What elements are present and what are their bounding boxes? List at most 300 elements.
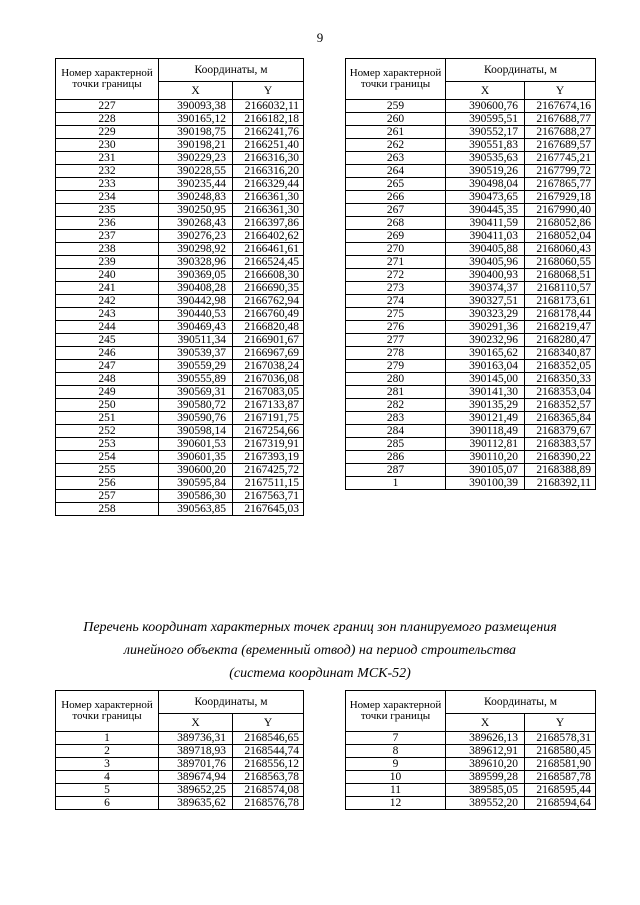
x-coordinate-cell: 390535,63	[446, 152, 525, 165]
table-row	[346, 438, 596, 451]
x-coordinate-cell: 390590,76	[159, 412, 233, 425]
point-number-cell: 8	[346, 745, 446, 758]
x-coordinate-cell: 390165,62	[446, 347, 525, 360]
x-coordinate-cell: 390110,20	[446, 451, 525, 464]
x-coordinate-cell: 390580,72	[159, 399, 233, 412]
y-coordinate-cell: 2167865,77	[525, 178, 596, 191]
y-coordinate-cell: 2168581,90	[525, 758, 596, 771]
point-number-cell: 3	[56, 758, 159, 771]
x-coordinate-cell: 390145,00	[446, 373, 525, 386]
table-row	[56, 126, 304, 139]
table-row	[56, 282, 304, 295]
table-row	[346, 451, 596, 464]
point-number-cell: 262	[346, 139, 446, 152]
point-number-cell: 264	[346, 165, 446, 178]
table-row	[346, 256, 596, 269]
table-row	[56, 217, 304, 230]
point-number-cell: 249	[56, 386, 159, 399]
table-row	[56, 451, 304, 464]
y-coordinate-cell: 2166901,67	[233, 334, 304, 347]
table-row	[346, 425, 596, 438]
table-row	[346, 373, 596, 386]
header-y: Y	[233, 714, 304, 732]
y-coordinate-cell: 2167799,72	[525, 165, 596, 178]
point-number-cell: 259	[346, 100, 446, 113]
y-coordinate-cell: 2168388,89	[525, 464, 596, 477]
y-coordinate-cell: 2167688,77	[525, 113, 596, 126]
x-coordinate-cell: 390232,96	[446, 334, 525, 347]
y-coordinate-cell: 2168052,86	[525, 217, 596, 230]
x-coordinate-cell: 390374,37	[446, 282, 525, 295]
header-point-number: Номер характерной точки границы	[346, 59, 446, 100]
point-number-cell: 265	[346, 178, 446, 191]
table-row	[56, 191, 304, 204]
y-coordinate-cell: 2166760,49	[233, 308, 304, 321]
x-coordinate-cell: 390228,55	[159, 165, 233, 178]
y-coordinate-cell: 2167254,66	[233, 425, 304, 438]
x-coordinate-cell: 390093,38	[159, 100, 233, 113]
x-coordinate-cell: 390511,34	[159, 334, 233, 347]
y-coordinate-cell: 2167563,71	[233, 490, 304, 503]
point-number-cell: 281	[346, 386, 446, 399]
table-row	[56, 758, 304, 771]
point-number-cell: 2	[56, 745, 159, 758]
point-number-cell: 251	[56, 412, 159, 425]
table-row	[346, 360, 596, 373]
x-coordinate-cell: 389626,13	[446, 732, 525, 745]
y-coordinate-cell: 2167511,15	[233, 477, 304, 490]
point-number-cell: 260	[346, 113, 446, 126]
y-coordinate-cell: 2166251,40	[233, 139, 304, 152]
y-coordinate-cell: 2166608,30	[233, 269, 304, 282]
y-coordinate-cell: 2167038,24	[233, 360, 304, 373]
table-row	[56, 230, 304, 243]
table-row	[56, 347, 304, 360]
y-coordinate-cell: 2168340,87	[525, 347, 596, 360]
x-coordinate-cell: 390235,44	[159, 178, 233, 191]
x-coordinate-cell: 390442,98	[159, 295, 233, 308]
x-coordinate-cell: 390400,93	[446, 269, 525, 282]
y-coordinate-cell: 2166361,30	[233, 191, 304, 204]
point-number-cell: 254	[56, 451, 159, 464]
x-coordinate-cell: 390327,51	[446, 295, 525, 308]
point-number-cell: 270	[346, 243, 446, 256]
y-coordinate-cell: 2168352,57	[525, 399, 596, 412]
point-number-cell: 266	[346, 191, 446, 204]
header-x: X	[446, 82, 525, 100]
table-row	[346, 230, 596, 243]
point-number-cell: 252	[56, 425, 159, 438]
point-number-cell: 11	[346, 784, 446, 797]
x-coordinate-cell: 390601,35	[159, 451, 233, 464]
header-point-number: Номер характерной точки границы	[56, 59, 159, 100]
y-coordinate-cell: 2166329,44	[233, 178, 304, 191]
x-coordinate-cell: 390539,37	[159, 347, 233, 360]
point-number-cell: 277	[346, 334, 446, 347]
table-row	[56, 139, 304, 152]
point-number-cell: 282	[346, 399, 446, 412]
point-number-cell: 234	[56, 191, 159, 204]
point-number-cell: 231	[56, 152, 159, 165]
x-coordinate-cell: 390445,35	[446, 204, 525, 217]
x-coordinate-cell: 390569,31	[159, 386, 233, 399]
x-coordinate-cell: 390163,04	[446, 360, 525, 373]
point-number-cell: 233	[56, 178, 159, 191]
table-row	[346, 152, 596, 165]
point-number-cell: 5	[56, 784, 159, 797]
y-coordinate-cell: 2168353,04	[525, 386, 596, 399]
point-number-cell: 258	[56, 503, 159, 516]
point-number-cell: 283	[346, 412, 446, 425]
coordinates-table-3	[55, 690, 304, 810]
point-number-cell: 232	[56, 165, 159, 178]
point-number-cell: 240	[56, 269, 159, 282]
table-row	[56, 732, 304, 745]
point-number-cell: 250	[56, 399, 159, 412]
coordinates-table-1	[55, 58, 304, 516]
table-row	[56, 464, 304, 477]
point-number-cell: 269	[346, 230, 446, 243]
table-row	[346, 771, 596, 784]
point-number-cell: 238	[56, 243, 159, 256]
header-coordinates: Координаты, м	[446, 59, 596, 82]
point-number-cell: 237	[56, 230, 159, 243]
x-coordinate-cell: 389718,93	[159, 745, 233, 758]
x-coordinate-cell: 390408,28	[159, 282, 233, 295]
x-coordinate-cell: 390141,30	[446, 386, 525, 399]
y-coordinate-cell: 2168173,61	[525, 295, 596, 308]
x-coordinate-cell: 389610,20	[446, 758, 525, 771]
table-row	[56, 745, 304, 758]
point-number-cell: 9	[346, 758, 446, 771]
table-row	[346, 732, 596, 745]
x-coordinate-cell: 390328,96	[159, 256, 233, 269]
y-coordinate-cell: 2167425,72	[233, 464, 304, 477]
table-row	[56, 308, 304, 321]
y-coordinate-cell: 2166461,61	[233, 243, 304, 256]
table-row	[56, 412, 304, 425]
x-coordinate-cell: 390405,96	[446, 256, 525, 269]
y-coordinate-cell: 2166032,11	[233, 100, 304, 113]
y-coordinate-cell: 2167674,16	[525, 100, 596, 113]
table-row	[346, 321, 596, 334]
table-row	[56, 100, 304, 113]
x-coordinate-cell: 390601,53	[159, 438, 233, 451]
y-coordinate-cell: 2168110,57	[525, 282, 596, 295]
x-coordinate-cell: 390498,04	[446, 178, 525, 191]
table-row	[346, 308, 596, 321]
y-coordinate-cell: 2168580,45	[525, 745, 596, 758]
x-coordinate-cell: 390595,51	[446, 113, 525, 126]
table-row	[346, 399, 596, 412]
table-row	[56, 386, 304, 399]
caption-line-1: Перечень координат характерных точек границ зон планируемого размещения	[83, 620, 557, 635]
y-coordinate-cell: 2168390,22	[525, 451, 596, 464]
table-row	[56, 152, 304, 165]
point-number-cell: 256	[56, 477, 159, 490]
table-row	[56, 373, 304, 386]
x-coordinate-cell: 390121,49	[446, 412, 525, 425]
x-coordinate-cell: 390268,43	[159, 217, 233, 230]
point-number-cell: 253	[56, 438, 159, 451]
y-coordinate-cell: 2166316,30	[233, 152, 304, 165]
point-number-cell: 261	[346, 126, 446, 139]
table-row	[346, 217, 596, 230]
y-coordinate-cell: 2167036,08	[233, 373, 304, 386]
point-number-cell: 267	[346, 204, 446, 217]
point-number-cell: 279	[346, 360, 446, 373]
y-coordinate-cell: 2167745,21	[525, 152, 596, 165]
y-coordinate-cell: 2166361,30	[233, 204, 304, 217]
y-coordinate-cell: 2168595,44	[525, 784, 596, 797]
point-number-cell: 257	[56, 490, 159, 503]
table-row	[346, 758, 596, 771]
y-coordinate-cell: 2168178,44	[525, 308, 596, 321]
x-coordinate-cell: 389736,31	[159, 732, 233, 745]
table-row	[56, 784, 304, 797]
point-number-cell: 268	[346, 217, 446, 230]
y-coordinate-cell: 2168352,05	[525, 360, 596, 373]
x-coordinate-cell: 390112,81	[446, 438, 525, 451]
x-coordinate-cell: 390411,59	[446, 217, 525, 230]
point-number-cell: 1	[346, 477, 446, 490]
x-coordinate-cell: 390198,21	[159, 139, 233, 152]
table-row	[346, 113, 596, 126]
table-row	[56, 295, 304, 308]
x-coordinate-cell: 390469,43	[159, 321, 233, 334]
point-number-cell: 274	[346, 295, 446, 308]
y-coordinate-cell: 2167319,91	[233, 438, 304, 451]
table-row	[346, 412, 596, 425]
table-row	[56, 256, 304, 269]
table-row	[346, 126, 596, 139]
x-coordinate-cell: 390595,84	[159, 477, 233, 490]
x-coordinate-cell: 390135,29	[446, 399, 525, 412]
x-coordinate-cell: 390555,89	[159, 373, 233, 386]
caption-line-3: (система координат МСК-52)	[229, 666, 411, 681]
x-coordinate-cell: 390598,14	[159, 425, 233, 438]
table-row	[346, 269, 596, 282]
point-number-cell: 247	[56, 360, 159, 373]
point-number-cell: 6	[56, 797, 159, 810]
point-number-cell: 4	[56, 771, 159, 784]
y-coordinate-cell: 2168587,78	[525, 771, 596, 784]
y-coordinate-cell: 2166524,45	[233, 256, 304, 269]
y-coordinate-cell: 2168383,57	[525, 438, 596, 451]
y-coordinate-cell: 2167133,87	[233, 399, 304, 412]
x-coordinate-cell: 390473,65	[446, 191, 525, 204]
x-coordinate-cell: 389701,76	[159, 758, 233, 771]
x-coordinate-cell: 389652,25	[159, 784, 233, 797]
header-coordinates: Координаты, м	[159, 691, 304, 714]
x-coordinate-cell: 390118,49	[446, 425, 525, 438]
x-coordinate-cell: 390405,88	[446, 243, 525, 256]
table-row	[56, 204, 304, 217]
header-point-number: Номер характерной точки границы	[346, 691, 446, 732]
y-coordinate-cell: 2167645,03	[233, 503, 304, 516]
point-number-cell: 1	[56, 732, 159, 745]
y-coordinate-cell: 2168576,78	[233, 797, 304, 810]
y-coordinate-cell: 2166241,76	[233, 126, 304, 139]
header-y: Y	[525, 82, 596, 100]
y-coordinate-cell: 2168365,84	[525, 412, 596, 425]
point-number-cell: 7	[346, 732, 446, 745]
y-coordinate-cell: 2167191,75	[233, 412, 304, 425]
y-coordinate-cell: 2166182,18	[233, 113, 304, 126]
x-coordinate-cell: 390563,85	[159, 503, 233, 516]
x-coordinate-cell: 390248,83	[159, 191, 233, 204]
point-number-cell: 278	[346, 347, 446, 360]
y-coordinate-cell: 2166397,86	[233, 217, 304, 230]
table-row	[346, 464, 596, 477]
coordinates-table-2	[345, 58, 596, 490]
point-number-cell: 244	[56, 321, 159, 334]
table-row	[346, 477, 596, 490]
table-row	[346, 347, 596, 360]
point-number-cell: 243	[56, 308, 159, 321]
x-coordinate-cell: 389599,28	[446, 771, 525, 784]
y-coordinate-cell: 2166762,94	[233, 295, 304, 308]
x-coordinate-cell: 390586,30	[159, 490, 233, 503]
header-x: X	[159, 714, 233, 732]
x-coordinate-cell: 390229,23	[159, 152, 233, 165]
y-coordinate-cell: 2168219,47	[525, 321, 596, 334]
x-coordinate-cell: 389585,05	[446, 784, 525, 797]
page-number: 9	[316, 30, 324, 45]
point-number-cell: 272	[346, 269, 446, 282]
point-number-cell: 235	[56, 204, 159, 217]
header-y: Y	[233, 82, 304, 100]
y-coordinate-cell: 2168574,08	[233, 784, 304, 797]
y-coordinate-cell: 2168546,65	[233, 732, 304, 745]
x-coordinate-cell: 390165,12	[159, 113, 233, 126]
table-row	[56, 243, 304, 256]
x-coordinate-cell: 390323,29	[446, 308, 525, 321]
x-coordinate-cell: 390559,29	[159, 360, 233, 373]
y-coordinate-cell: 2168060,43	[525, 243, 596, 256]
point-number-cell: 229	[56, 126, 159, 139]
table-row	[56, 178, 304, 191]
header-point-number: Номер характерной точки границы	[56, 691, 159, 732]
y-coordinate-cell: 2168280,47	[525, 334, 596, 347]
y-coordinate-cell: 2168350,33	[525, 373, 596, 386]
x-coordinate-cell: 390552,17	[446, 126, 525, 139]
header-coordinates: Координаты, м	[159, 59, 304, 82]
y-coordinate-cell: 2167929,18	[525, 191, 596, 204]
y-coordinate-cell: 2166820,48	[233, 321, 304, 334]
table-row	[56, 113, 304, 126]
header-y: Y	[525, 714, 596, 732]
table-row	[56, 269, 304, 282]
table-row	[346, 139, 596, 152]
point-number-cell: 280	[346, 373, 446, 386]
point-number-cell: 284	[346, 425, 446, 438]
y-coordinate-cell: 2166316,20	[233, 165, 304, 178]
x-coordinate-cell: 390369,05	[159, 269, 233, 282]
y-coordinate-cell: 2167393,19	[233, 451, 304, 464]
point-number-cell: 12	[346, 797, 446, 810]
point-number-cell: 241	[56, 282, 159, 295]
table-row	[56, 165, 304, 178]
point-number-cell: 271	[346, 256, 446, 269]
table-row	[346, 386, 596, 399]
table-row	[56, 399, 304, 412]
y-coordinate-cell: 2168563,78	[233, 771, 304, 784]
y-coordinate-cell: 2166967,69	[233, 347, 304, 360]
y-coordinate-cell: 2168578,31	[525, 732, 596, 745]
x-coordinate-cell: 390250,95	[159, 204, 233, 217]
x-coordinate-cell: 390551,83	[446, 139, 525, 152]
x-coordinate-cell: 390411,03	[446, 230, 525, 243]
x-coordinate-cell: 389612,91	[446, 745, 525, 758]
point-number-cell: 287	[346, 464, 446, 477]
y-coordinate-cell: 2167990,40	[525, 204, 596, 217]
x-coordinate-cell: 390291,36	[446, 321, 525, 334]
point-number-cell: 275	[346, 308, 446, 321]
table-row	[346, 178, 596, 191]
x-coordinate-cell: 390440,53	[159, 308, 233, 321]
point-number-cell: 228	[56, 113, 159, 126]
table-row	[346, 191, 596, 204]
point-number-cell: 273	[346, 282, 446, 295]
y-coordinate-cell: 2168556,12	[233, 758, 304, 771]
y-coordinate-cell: 2167689,57	[525, 139, 596, 152]
caption-line-2: линейного объекта (временный отвод) на период строительства	[123, 643, 517, 658]
point-number-cell: 10	[346, 771, 446, 784]
x-coordinate-cell: 390198,75	[159, 126, 233, 139]
point-number-cell: 286	[346, 451, 446, 464]
table-row	[56, 438, 304, 451]
point-number-cell: 276	[346, 321, 446, 334]
y-coordinate-cell: 2168544,74	[233, 745, 304, 758]
y-coordinate-cell: 2168379,67	[525, 425, 596, 438]
point-number-cell: 245	[56, 334, 159, 347]
x-coordinate-cell: 390105,07	[446, 464, 525, 477]
point-number-cell: 227	[56, 100, 159, 113]
x-coordinate-cell: 390600,76	[446, 100, 525, 113]
header-x: X	[159, 82, 233, 100]
table-row	[346, 797, 596, 810]
x-coordinate-cell: 389552,20	[446, 797, 525, 810]
point-number-cell: 263	[346, 152, 446, 165]
point-number-cell: 242	[56, 295, 159, 308]
point-number-cell: 285	[346, 438, 446, 451]
x-coordinate-cell: 390276,23	[159, 230, 233, 243]
point-number-cell: 230	[56, 139, 159, 152]
x-coordinate-cell: 390100,39	[446, 477, 525, 490]
y-coordinate-cell: 2167083,05	[233, 386, 304, 399]
table-row	[56, 477, 304, 490]
table-row	[346, 745, 596, 758]
table-row	[346, 334, 596, 347]
x-coordinate-cell: 389674,94	[159, 771, 233, 784]
x-coordinate-cell: 390298,92	[159, 243, 233, 256]
y-coordinate-cell: 2168392,11	[525, 477, 596, 490]
table-row	[56, 321, 304, 334]
table-row	[56, 797, 304, 810]
table-row	[56, 490, 304, 503]
table-row	[346, 784, 596, 797]
header-x: X	[446, 714, 525, 732]
point-number-cell: 248	[56, 373, 159, 386]
table-row	[56, 771, 304, 784]
table-row	[56, 334, 304, 347]
header-coordinates: Координаты, м	[446, 691, 596, 714]
table-row	[346, 204, 596, 217]
point-number-cell: 246	[56, 347, 159, 360]
table-row	[346, 165, 596, 178]
table-row	[56, 503, 304, 516]
